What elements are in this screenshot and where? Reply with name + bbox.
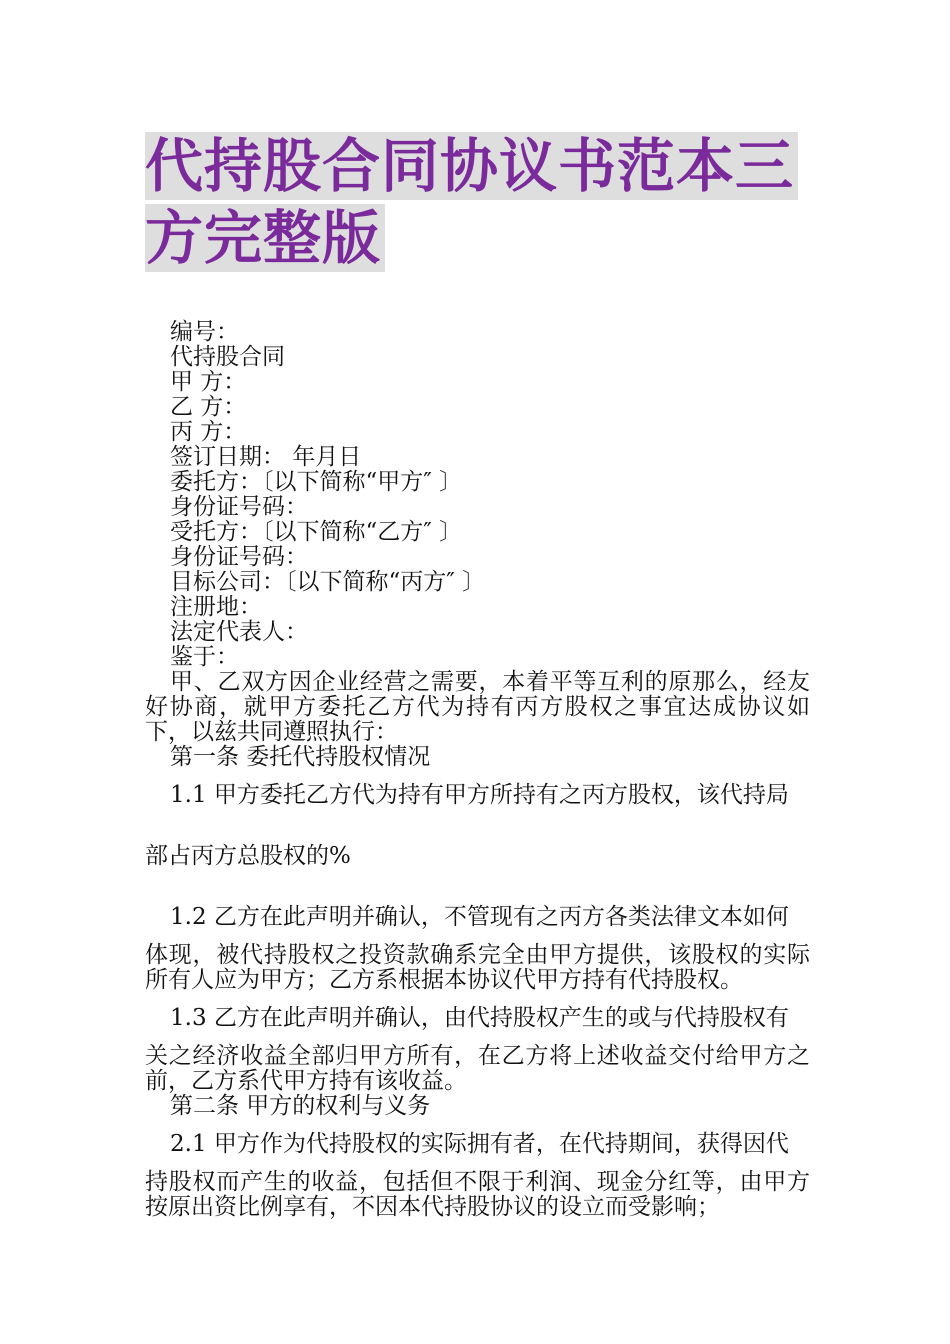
clause-1-1-line-1: 1.1 甲方委托乙方代为持有甲方所持有之丙方股权，该代持局 [170,782,789,808]
header-line-principal-id: 身份证号码： [170,494,308,520]
article-2-heading: 第二条 甲方的权利与义务 [170,1093,431,1119]
article-1-heading: 第一条 委托代持股权情况 [170,744,431,770]
document-body [145,320,810,1220]
clause-1-3-line-1: 1.3 乙方在此声明并确认，由代持股权产生的或与代持股权有 [170,1005,789,1031]
clause-1-2-rest: 体现，被代持股权之投资款确系完全由甲方提供，该股权的实际所有人应为甲方；乙方系根据本协议代甲方持有代持股权。 [145,942,810,993]
header-line-party-b: 乙 方： [170,394,247,420]
clause-1-3-rest: 关之经济收益全部归甲方所有，在乙方将上述收益交付给甲方之前，乙方系代甲方持有该收益。 [145,1043,810,1094]
header-line-party-a: 甲 方： [170,369,247,395]
header-line-sign-date: 签订日期： 年月日 [170,444,362,470]
clause-1-2-line-1: 1.2 乙方在此声明并确认，不管现有之丙方各类法律文本如何 [170,904,789,930]
header-line-contract-name: 代持股合同 [170,344,285,370]
clause-2-1-line-1: 2.1 甲方作为代持股权的实际拥有者，在代持期间，获得因代 [170,1131,789,1157]
title-line-2: 方完整版 [145,204,385,272]
header-line-registered-address: 注册地： [170,594,262,620]
clause-2-1-rest: 持股权而产生的收益，包括但不限于利润、现金分红等，由甲方按原出资比例享有，不因本代持股协议的设立而受影响； [145,1169,810,1220]
header-line-trustee: 受托方：〔以下简称“乙方″ 〕 [170,519,463,545]
header-line-whereas: 鉴于： [170,644,239,670]
header-line-number: 编号： [170,319,239,345]
header-line-principal: 委托方：〔以下简称“甲方″ 〕 [170,469,463,495]
header-line-target-company: 目标公司：〔以下简称“丙方″ 〕 [170,569,486,595]
header-line-legal-rep: 法定代表人： [170,619,308,645]
document-title [145,130,815,274]
title-line-1: 代持股合同协议书范本三 [145,132,798,200]
preamble-paragraph: 甲、乙双方因企业经营之需要，本着平等互利的原那么，经友好协商，就甲方委托乙方代为持有丙方股权之事宜达成协议如下，以兹共同遵照执行： [145,669,810,745]
clause-1-1-line-2: 部占丙方总股权的% [145,843,351,869]
header-line-party-c: 丙 方： [170,419,247,445]
header-line-trustee-id: 身份证号码： [170,544,308,570]
